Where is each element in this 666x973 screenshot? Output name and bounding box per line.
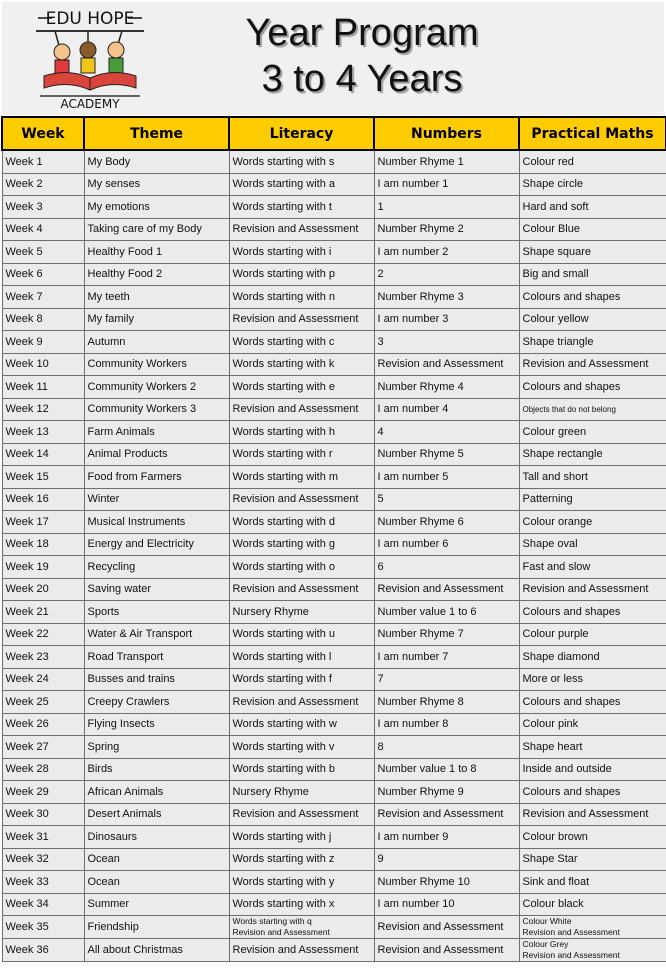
cell-numbers: Number Rhyme 1 (374, 150, 519, 173)
cell-theme: My teeth (84, 286, 229, 309)
table-row (2, 803, 666, 826)
cell-practical-maths: Shape rectangle (519, 443, 666, 466)
academy-logo (30, 4, 150, 112)
cell-literacy: Words starting with f (229, 668, 374, 691)
cell-literacy: Words starting with e (229, 376, 374, 399)
cell-practical-maths: Shape circle (519, 173, 666, 196)
column-header-numbers: Numbers (374, 117, 519, 150)
banner (2, 2, 664, 115)
cell-theme: Food from Farmers (84, 466, 229, 489)
cell-practical-maths: Colour black (519, 893, 666, 916)
cell-literacy: Words starting with c (229, 331, 374, 354)
cell-literacy: Revision and Assessment (229, 578, 374, 601)
cell-week: Week 12 (2, 398, 84, 421)
cell-week: Week 32 (2, 848, 84, 871)
cell-line: Revision and Assessment (522, 950, 620, 960)
cell-literacy: Words starting with k (229, 353, 374, 376)
cell-theme: Summer (84, 893, 229, 916)
table-row (2, 150, 666, 173)
cell-theme: All about Christmas (84, 939, 229, 962)
cell-literacy: Words starting with v (229, 736, 374, 759)
cell-week: Week 2 (2, 173, 84, 196)
cell-practical-maths: Colour Blue (519, 218, 666, 241)
cell-practical-maths: Colour yellow (519, 308, 666, 331)
cell-week: Week 10 (2, 353, 84, 376)
table-row (2, 533, 666, 556)
cell-numbers: Number Rhyme 3 (374, 286, 519, 309)
cell-theme: Creepy Crawlers (84, 691, 229, 714)
cell-theme: My emotions (84, 196, 229, 219)
cell-week: Week 24 (2, 668, 84, 691)
cell-week: Week 29 (2, 781, 84, 804)
table-row (2, 196, 666, 219)
cell-theme: Community Workers (84, 353, 229, 376)
column-header-literacy: Literacy (229, 117, 374, 150)
cell-theme: Busses and trains (84, 668, 229, 691)
cell-numbers: Revision and Assessment (374, 916, 519, 939)
table-row (2, 488, 666, 511)
cell-week: Week 17 (2, 511, 84, 534)
cell-numbers: Number Rhyme 10 (374, 871, 519, 894)
cell-week: Week 8 (2, 308, 84, 331)
cell-numbers: Number Rhyme 8 (374, 691, 519, 714)
cell-practical-maths: Colour red (519, 150, 666, 173)
cell-numbers: I am number 5 (374, 466, 519, 489)
table-row (2, 241, 666, 264)
cell-theme: Spring (84, 736, 229, 759)
cell-theme: African Animals (84, 781, 229, 804)
cell-literacy: Words starting with m (229, 466, 374, 489)
cell-numbers: Number value 1 to 6 (374, 601, 519, 624)
cell-week: Week 34 (2, 893, 84, 916)
cell-line: Revision and Assessment (232, 927, 330, 937)
cell-literacy: Words starting with g (229, 533, 374, 556)
cell-practical-maths (519, 939, 666, 962)
cell-numbers: I am number 9 (374, 826, 519, 849)
cell-practical-maths (519, 916, 666, 939)
cell-week: Week 4 (2, 218, 84, 241)
cell-theme: Energy and Electricity (84, 533, 229, 556)
cell-practical-maths: Colours and shapes (519, 781, 666, 804)
table-row (2, 331, 666, 354)
cell-theme: Taking care of my Body (84, 218, 229, 241)
cell-numbers: 9 (374, 848, 519, 871)
cell-numbers: 8 (374, 736, 519, 759)
table-row (2, 376, 666, 399)
cell-week: Week 31 (2, 826, 84, 849)
cell-theme: Farm Animals (84, 421, 229, 444)
cell-week: Week 7 (2, 286, 84, 309)
table-row (2, 713, 666, 736)
cell-numbers: I am number 4 (374, 398, 519, 421)
cell-numbers: Revision and Assessment (374, 578, 519, 601)
cell-week: Week 28 (2, 758, 84, 781)
cell-practical-maths: Shape triangle (519, 331, 666, 354)
table-row (2, 218, 666, 241)
cell-numbers: I am number 7 (374, 646, 519, 669)
cell-numbers: I am number 6 (374, 533, 519, 556)
table-row (2, 601, 666, 624)
cell-theme: Recycling (84, 556, 229, 579)
table-row (2, 263, 666, 286)
table-row (2, 578, 666, 601)
cell-numbers: I am number 2 (374, 241, 519, 264)
cell-practical-maths: Patterning (519, 488, 666, 511)
cell-week: Week 30 (2, 803, 84, 826)
cell-week: Week 14 (2, 443, 84, 466)
cell-literacy: Nursery Rhyme (229, 781, 374, 804)
table-row (2, 353, 666, 376)
cell-literacy: Words starting with p (229, 263, 374, 286)
table-row (2, 758, 666, 781)
cell-literacy: Words starting with w (229, 713, 374, 736)
cell-theme: Flying Insects (84, 713, 229, 736)
table-body (2, 150, 666, 962)
cell-literacy: Revision and Assessment (229, 803, 374, 826)
cell-theme: Animal Products (84, 443, 229, 466)
cell-theme: Community Workers 2 (84, 376, 229, 399)
cell-week: Week 15 (2, 466, 84, 489)
table-row (2, 443, 666, 466)
cell-theme: Winter (84, 488, 229, 511)
cell-practical-maths: Tall and short (519, 466, 666, 489)
column-header-week: Week (2, 117, 84, 150)
cell-practical-maths: Shape diamond (519, 646, 666, 669)
cell-week: Week 6 (2, 263, 84, 286)
table-row (2, 826, 666, 849)
cell-literacy: Words starting with h (229, 421, 374, 444)
cell-theme: Musical Instruments (84, 511, 229, 534)
cell-theme: Road Transport (84, 646, 229, 669)
cell-practical-maths: Shape oval (519, 533, 666, 556)
cell-theme: Sports (84, 601, 229, 624)
cell-theme: My Body (84, 150, 229, 173)
cell-literacy: Words starting with l (229, 646, 374, 669)
table-row (2, 736, 666, 759)
cell-theme: Community Workers 3 (84, 398, 229, 421)
cell-week: Week 35 (2, 916, 84, 939)
table-row (2, 668, 666, 691)
cell-literacy: Revision and Assessment (229, 939, 374, 962)
cell-numbers: 7 (374, 668, 519, 691)
cell-theme: My family (84, 308, 229, 331)
logo-text-top: EDU HOPE (45, 9, 135, 29)
cell-theme: Healthy Food 2 (84, 263, 229, 286)
cell-week: Week 11 (2, 376, 84, 399)
table-row (2, 848, 666, 871)
table-row (2, 556, 666, 579)
cell-practical-maths: Colour orange (519, 511, 666, 534)
cell-practical-maths: Colour brown (519, 826, 666, 849)
column-header-practical-maths: Practical Maths (519, 117, 666, 150)
cell-week: Week 16 (2, 488, 84, 511)
table-row (2, 691, 666, 714)
cell-literacy: Words starting with t (229, 196, 374, 219)
cell-week: Week 9 (2, 331, 84, 354)
cell-line: Words starting with q (232, 916, 312, 926)
cell-practical-maths: Colour green (519, 421, 666, 444)
cell-theme: Desert Animals (84, 803, 229, 826)
table-row (2, 511, 666, 534)
cell-practical-maths: Shape square (519, 241, 666, 264)
title-line-2: 3 to 4 Years (261, 58, 463, 100)
cell-numbers: 3 (374, 331, 519, 354)
cell-theme: Ocean (84, 848, 229, 871)
cell-week: Week 5 (2, 241, 84, 264)
cell-theme: Saving water (84, 578, 229, 601)
cell-practical-maths: Colour pink (519, 713, 666, 736)
cell-practical-maths: Shape heart (519, 736, 666, 759)
cell-literacy: Words starting with a (229, 173, 374, 196)
cell-theme: My senses (84, 173, 229, 196)
cell-practical-maths: Shape Star (519, 848, 666, 871)
cell-literacy: Words starting with n (229, 286, 374, 309)
cell-practical-maths: Colours and shapes (519, 601, 666, 624)
cell-numbers: Revision and Assessment (374, 803, 519, 826)
cell-numbers: I am number 10 (374, 893, 519, 916)
cell-numbers: 5 (374, 488, 519, 511)
cell-week: Week 21 (2, 601, 84, 624)
cell-week: Week 13 (2, 421, 84, 444)
cell-week: Week 26 (2, 713, 84, 736)
cell-week: Week 19 (2, 556, 84, 579)
cell-practical-maths: Hard and soft (519, 196, 666, 219)
cell-week: Week 22 (2, 623, 84, 646)
cell-theme: Dinosaurs (84, 826, 229, 849)
cell-numbers: Number Rhyme 6 (374, 511, 519, 534)
cell-numbers: Number Rhyme 5 (374, 443, 519, 466)
table-row (2, 623, 666, 646)
cell-line: Colour White (522, 916, 572, 926)
cell-theme: Ocean (84, 871, 229, 894)
table-row (2, 466, 666, 489)
cell-literacy: Words starting with j (229, 826, 374, 849)
cell-numbers: I am number 1 (374, 173, 519, 196)
cell-week: Week 33 (2, 871, 84, 894)
table-row (2, 939, 666, 962)
cell-numbers: Revision and Assessment (374, 939, 519, 962)
cell-practical-maths: Revision and Assessment (519, 578, 666, 601)
cell-literacy: Words starting with z (229, 848, 374, 871)
table-row (2, 893, 666, 916)
cell-numbers: 1 (374, 196, 519, 219)
table-row (2, 308, 666, 331)
cell-theme: Water & Air Transport (84, 623, 229, 646)
cell-literacy: Words starting with r (229, 443, 374, 466)
cell-numbers: Number Rhyme 2 (374, 218, 519, 241)
cell-numbers: 4 (374, 421, 519, 444)
cell-literacy (229, 916, 374, 939)
table-row (2, 421, 666, 444)
table-row (2, 871, 666, 894)
cell-numbers: Revision and Assessment (374, 353, 519, 376)
cell-practical-maths: Colour purple (519, 623, 666, 646)
cell-practical-maths: Revision and Assessment (519, 353, 666, 376)
program-table (1, 116, 666, 962)
cell-literacy: Revision and Assessment (229, 308, 374, 331)
cell-line: Revision and Assessment (522, 927, 620, 937)
cell-numbers: Number Rhyme 9 (374, 781, 519, 804)
cell-week: Week 1 (2, 150, 84, 173)
cell-numbers: 6 (374, 556, 519, 579)
cell-numbers: I am number 3 (374, 308, 519, 331)
cell-numbers: Number Rhyme 4 (374, 376, 519, 399)
cell-literacy: Revision and Assessment (229, 691, 374, 714)
cell-week: Week 36 (2, 939, 84, 962)
cell-literacy: Words starting with s (229, 150, 374, 173)
cell-practical-maths: Revision and Assessment (519, 803, 666, 826)
cell-numbers: Number Rhyme 7 (374, 623, 519, 646)
cell-practical-maths: Objects that do not belong (519, 398, 666, 421)
cell-numbers: I am number 8 (374, 713, 519, 736)
cell-literacy: Words starting with o (229, 556, 374, 579)
cell-literacy: Words starting with b (229, 758, 374, 781)
cell-literacy: Revision and Assessment (229, 488, 374, 511)
cell-literacy: Nursery Rhyme (229, 601, 374, 624)
cell-week: Week 23 (2, 646, 84, 669)
cell-week: Week 27 (2, 736, 84, 759)
cell-practical-maths: More or less (519, 668, 666, 691)
table-row (2, 781, 666, 804)
cell-literacy: Words starting with d (229, 511, 374, 534)
cell-literacy: Revision and Assessment (229, 398, 374, 421)
cell-theme: Healthy Food 1 (84, 241, 229, 264)
cell-literacy: Words starting with x (229, 893, 374, 916)
table-row (2, 646, 666, 669)
cell-practical-maths: Sink and float (519, 871, 666, 894)
table-header-row (2, 117, 666, 150)
cell-line: Colour Grey (522, 939, 569, 949)
table-row (2, 173, 666, 196)
cell-numbers: Number value 1 to 8 (374, 758, 519, 781)
title-line-1: Year Program (245, 12, 479, 54)
cell-week: Week 20 (2, 578, 84, 601)
cell-literacy: Revision and Assessment (229, 218, 374, 241)
cell-literacy: Words starting with y (229, 871, 374, 894)
cell-practical-maths: Inside and outside (519, 758, 666, 781)
cell-theme: Birds (84, 758, 229, 781)
logo-text-bottom: ACADEMY (60, 97, 120, 111)
cell-practical-maths: Colours and shapes (519, 286, 666, 309)
cell-week: Week 3 (2, 196, 84, 219)
table-row (2, 286, 666, 309)
cell-numbers: 2 (374, 263, 519, 286)
cell-theme: Friendship (84, 916, 229, 939)
cell-practical-maths: Big and small (519, 263, 666, 286)
column-header-theme: Theme (84, 117, 229, 150)
table-row (2, 916, 666, 939)
cell-practical-maths: Colours and shapes (519, 376, 666, 399)
cell-week: Week 25 (2, 691, 84, 714)
page-title (162, 10, 562, 102)
cell-practical-maths: Fast and slow (519, 556, 666, 579)
cell-literacy: Words starting with u (229, 623, 374, 646)
cell-literacy: Words starting with i (229, 241, 374, 264)
cell-week: Week 18 (2, 533, 84, 556)
cell-practical-maths: Colours and shapes (519, 691, 666, 714)
cell-theme: Autumn (84, 331, 229, 354)
table-row (2, 398, 666, 421)
